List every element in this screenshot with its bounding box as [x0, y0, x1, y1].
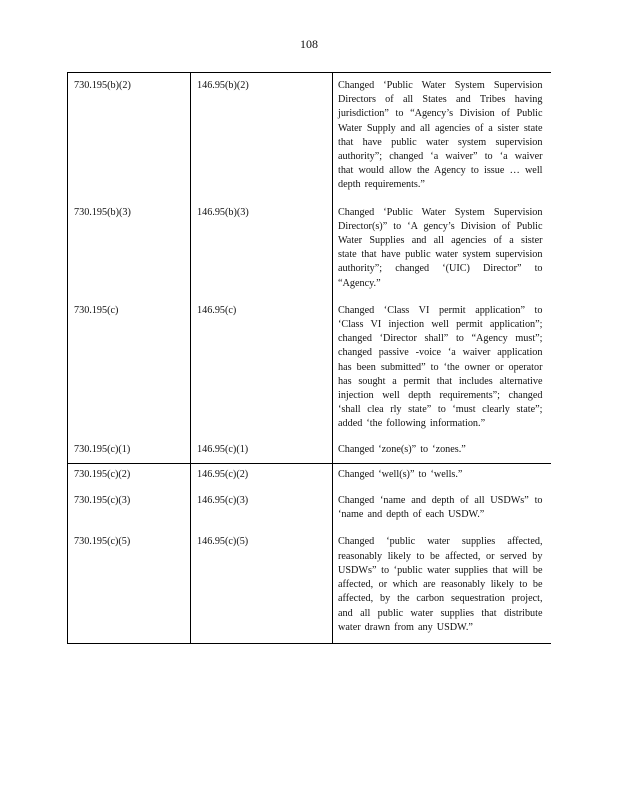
change-description-cell: Changed ‘Public Water System Supervision Director(s)” to ‘A gency’s Division of Public Water Supplies and all agencies of a sister state that have public water system supervision authority”; changed ‘(UIC) Director” to “Agency.”	[333, 200, 551, 298]
table-row	[68, 200, 551, 298]
new-section-cell: 146.95(b)(2)	[191, 73, 333, 200]
change-description-cell: Changed ‘name and depth of all USDWs” to ‘name and depth of each USDW.”	[333, 488, 551, 529]
change-description-cell: Changed ‘well(s)” to ‘wells.”	[333, 463, 551, 488]
change-description-cell: Changed ‘zone(s)” to ‘zones.”	[333, 439, 551, 464]
change-description-cell: Changed ‘Public Water System Supervision Directors of all States and Tribes having jurisdiction” to “Agency’s Division of Public Water Supply and all agencies of a sister state that have public water system supervision authority”; changed ‘a waiver” to ‘a waiver that would allow the Agency to issue … well depth requirements.”	[333, 73, 551, 200]
new-section-cell: 146.95(c)(1)	[191, 439, 333, 464]
old-section-cell: 730.195(c)(5)	[68, 529, 191, 643]
table-row	[68, 439, 551, 464]
old-section-cell: 730.195(c)(1)	[68, 439, 191, 464]
table-row	[68, 463, 551, 488]
table-row	[68, 488, 551, 529]
page-number: 108	[300, 37, 318, 51]
amendments-table	[67, 72, 551, 644]
old-section-cell: 730.195(c)(3)	[68, 488, 191, 529]
old-section-cell: 730.195(c)	[68, 298, 191, 439]
table-row	[68, 73, 551, 200]
table-row	[68, 298, 551, 439]
old-section-cell: 730.195(b)(2)	[68, 73, 191, 200]
table-row	[68, 529, 551, 643]
new-section-cell: 146.95(c)(2)	[191, 463, 333, 488]
change-description-cell: Changed ‘public water supplies affected, reasonably likely to be affected, or served by USDWs” to ‘public water supplies that will be affected, or which are reasonably likely to be affected, by the carbon sequestration project, and all public water supplies that distribute water drawn from any USDW.”	[333, 529, 551, 643]
new-section-cell: 146.95(c)	[191, 298, 333, 439]
new-section-cell: 146.95(c)(5)	[191, 529, 333, 643]
amendments-table-wrap	[67, 72, 550, 644]
old-section-cell: 730.195(b)(3)	[68, 200, 191, 298]
new-section-cell: 146.95(b)(3)	[191, 200, 333, 298]
old-section-cell: 730.195(c)(2)	[68, 463, 191, 488]
change-description-cell: Changed ‘Class VI permit application” to ‘Class VI injection well permit application”; changed ‘Director shall” to “Agency must”; changed passive -voice ‘a waiver application has been submitted” to ‘the owner or operator has sought a permit that includes alternative injection well depth requirements”; changed ‘shall clea rly state” to ‘must clearly state”; added ‘the following information.”	[333, 298, 551, 439]
new-section-cell: 146.95(c)(3)	[191, 488, 333, 529]
